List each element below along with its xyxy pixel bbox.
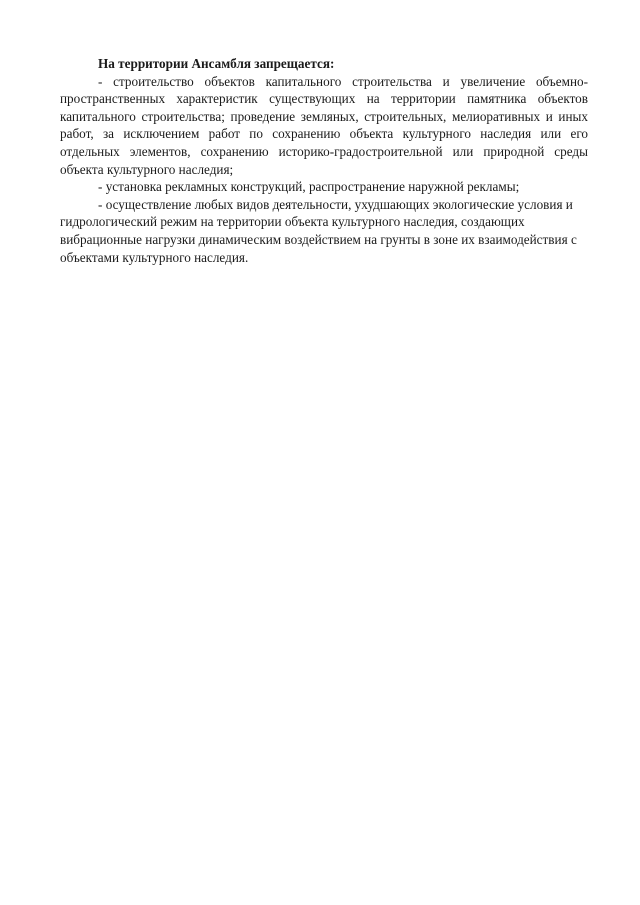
restriction-paragraph-activities: - осуществление любых видов деятельности, ухудшающих экологические условия и гидрологический режим на территории объекта культурного наследия, создающих вибрационные нагрузки динамическим воздействием на грунты в зоне их взаимодействия с объектами культурного наследия. [60, 196, 577, 265]
restriction-paragraph-construction: - строительство объектов капитального строительства и увеличение объемно-пространственных характеристик существующих на территории памятника объектов капитального строительства; проведение земляных, строительных, мелиоративных и иных работ, за исключением работ по сохранению объекта культурного наследия или его отдельных элементов, сохранению историко-градостроительной или природной среды объекта культурного наследия; [60, 73, 588, 177]
document-heading: На территории Ансамбля запрещается: [98, 56, 335, 71]
document-body [60, 55, 588, 266]
restriction-paragraph-advertising: - установка рекламных конструкций, распространение наружной рекламы; [98, 179, 520, 195]
